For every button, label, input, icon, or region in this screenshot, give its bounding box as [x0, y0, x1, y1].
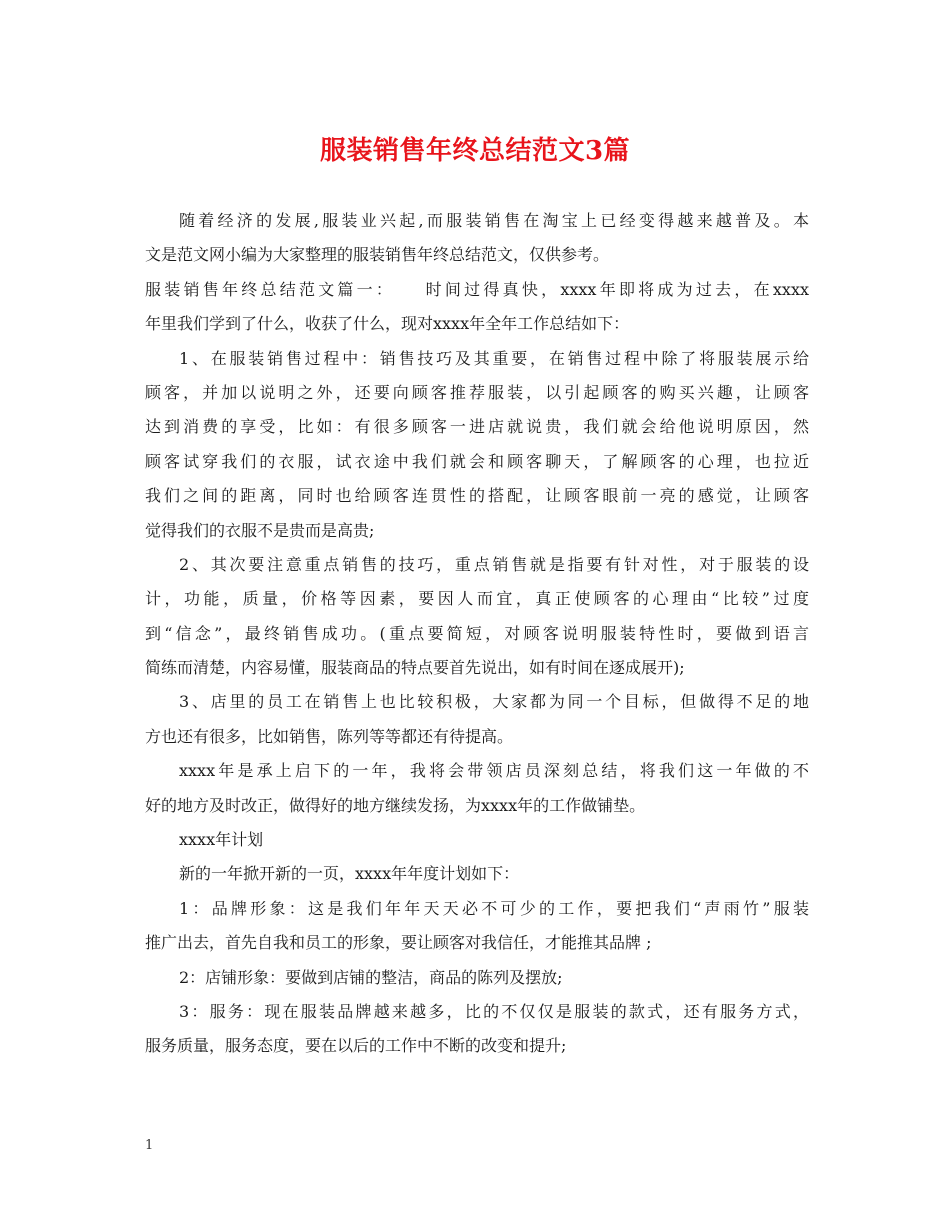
text-line: 好的地方及时改正，做得好的地方继续发扬，为xxxx年的工作做铺垫。 [145, 795, 646, 815]
text-line: 顾客试穿我们的衣服，试衣途中我们就会和顾客聊天，了解顾客的心理，也拉近 [145, 451, 809, 471]
text-line: 1：品牌形象：这是我们年年天天必不可少的工作，要把我们“声雨竹”服装 [179, 898, 809, 918]
text-line: xxxx年计划 [179, 830, 264, 850]
text-line: 方也还有很多，比如销售，陈列等等都还有待提高。 [145, 726, 514, 746]
text-line: 觉得我们的衣服不是贵而是高贵; [145, 520, 375, 540]
text-line: 2、其次要注意重点销售的技巧，重点销售就是指要有针对性，对于服装的设 [179, 554, 809, 574]
document-title: 服装销售年终总结范文3篇 [319, 136, 631, 166]
text-line: 服装销售年终总结范文篇一： 时间过得真快，xxxx年即将成为过去，在xxxx [145, 279, 809, 299]
text-line: 1、在服装销售过程中：销售技巧及其重要，在销售过程中除了将服装展示给 [179, 348, 809, 368]
text-line: 达到消费的享受，比如：有很多顾客一进店就说贵，我们就会给他说明原因，然 [145, 417, 809, 437]
text-line: 顾客，并加以说明之外，还要向顾客推荐服装，以引起顾客的购买兴趣，让顾客 [145, 382, 809, 402]
text-line: 2：店铺形象：要做到店铺的整洁，商品的陈列及摆放; [179, 967, 563, 987]
text-line: 新的一年掀开新的一页，xxxx年年度计划如下： [179, 864, 520, 884]
text-line: 年里我们学到了什么，收获了什么，现对xxxx年全年工作总结如下： [145, 314, 630, 334]
text-line: 3：服务：现在服装品牌越来越多，比的不仅仅是服装的款式，还有服务方式， [179, 1001, 809, 1021]
page-number: 1 [145, 1138, 154, 1153]
text-line: 简练而清楚，内容易懂，服装商品的特点要首先说出，如有时间在逐成展开); [145, 658, 685, 678]
text-line: 3、店里的员工在销售上也比较积极，大家都为同一个目标，但做得不足的地 [179, 692, 809, 712]
text-line: 随着经济的发展,服装业兴起,而服装销售在淘宝上已经变得越来越普及。本 [179, 211, 809, 230]
text-line: 我们之间的距离，同时也给顾客连贯性的搭配，让顾客眼前一亮的感觉，让顾客 [145, 486, 809, 506]
text-line: 计，功能，质量，价格等因素，要因人而宜，真正使顾客的心理由“比较”过度 [145, 589, 809, 609]
text-line: 推广出去，首先自我和员工的形象，要让顾客对我信任，才能推其品牌 ; [145, 933, 652, 953]
text-line: 文是范文网小编为大家整理的服装销售年终总结范文，仅供参考。 [145, 245, 610, 265]
text-line: 服务质量，服务态度，要在以后的工作中不断的改变和提升; [145, 1036, 567, 1056]
text-line: 到“信念”，最终销售成功。(重点要简短，对顾客说明服装特性时，要做到语言 [145, 623, 809, 643]
text-line: xxxx年是承上启下的一年，我将会带领店员深刻总结，将我们这一年做的不 [179, 761, 809, 781]
document-body [145, 204, 809, 1064]
